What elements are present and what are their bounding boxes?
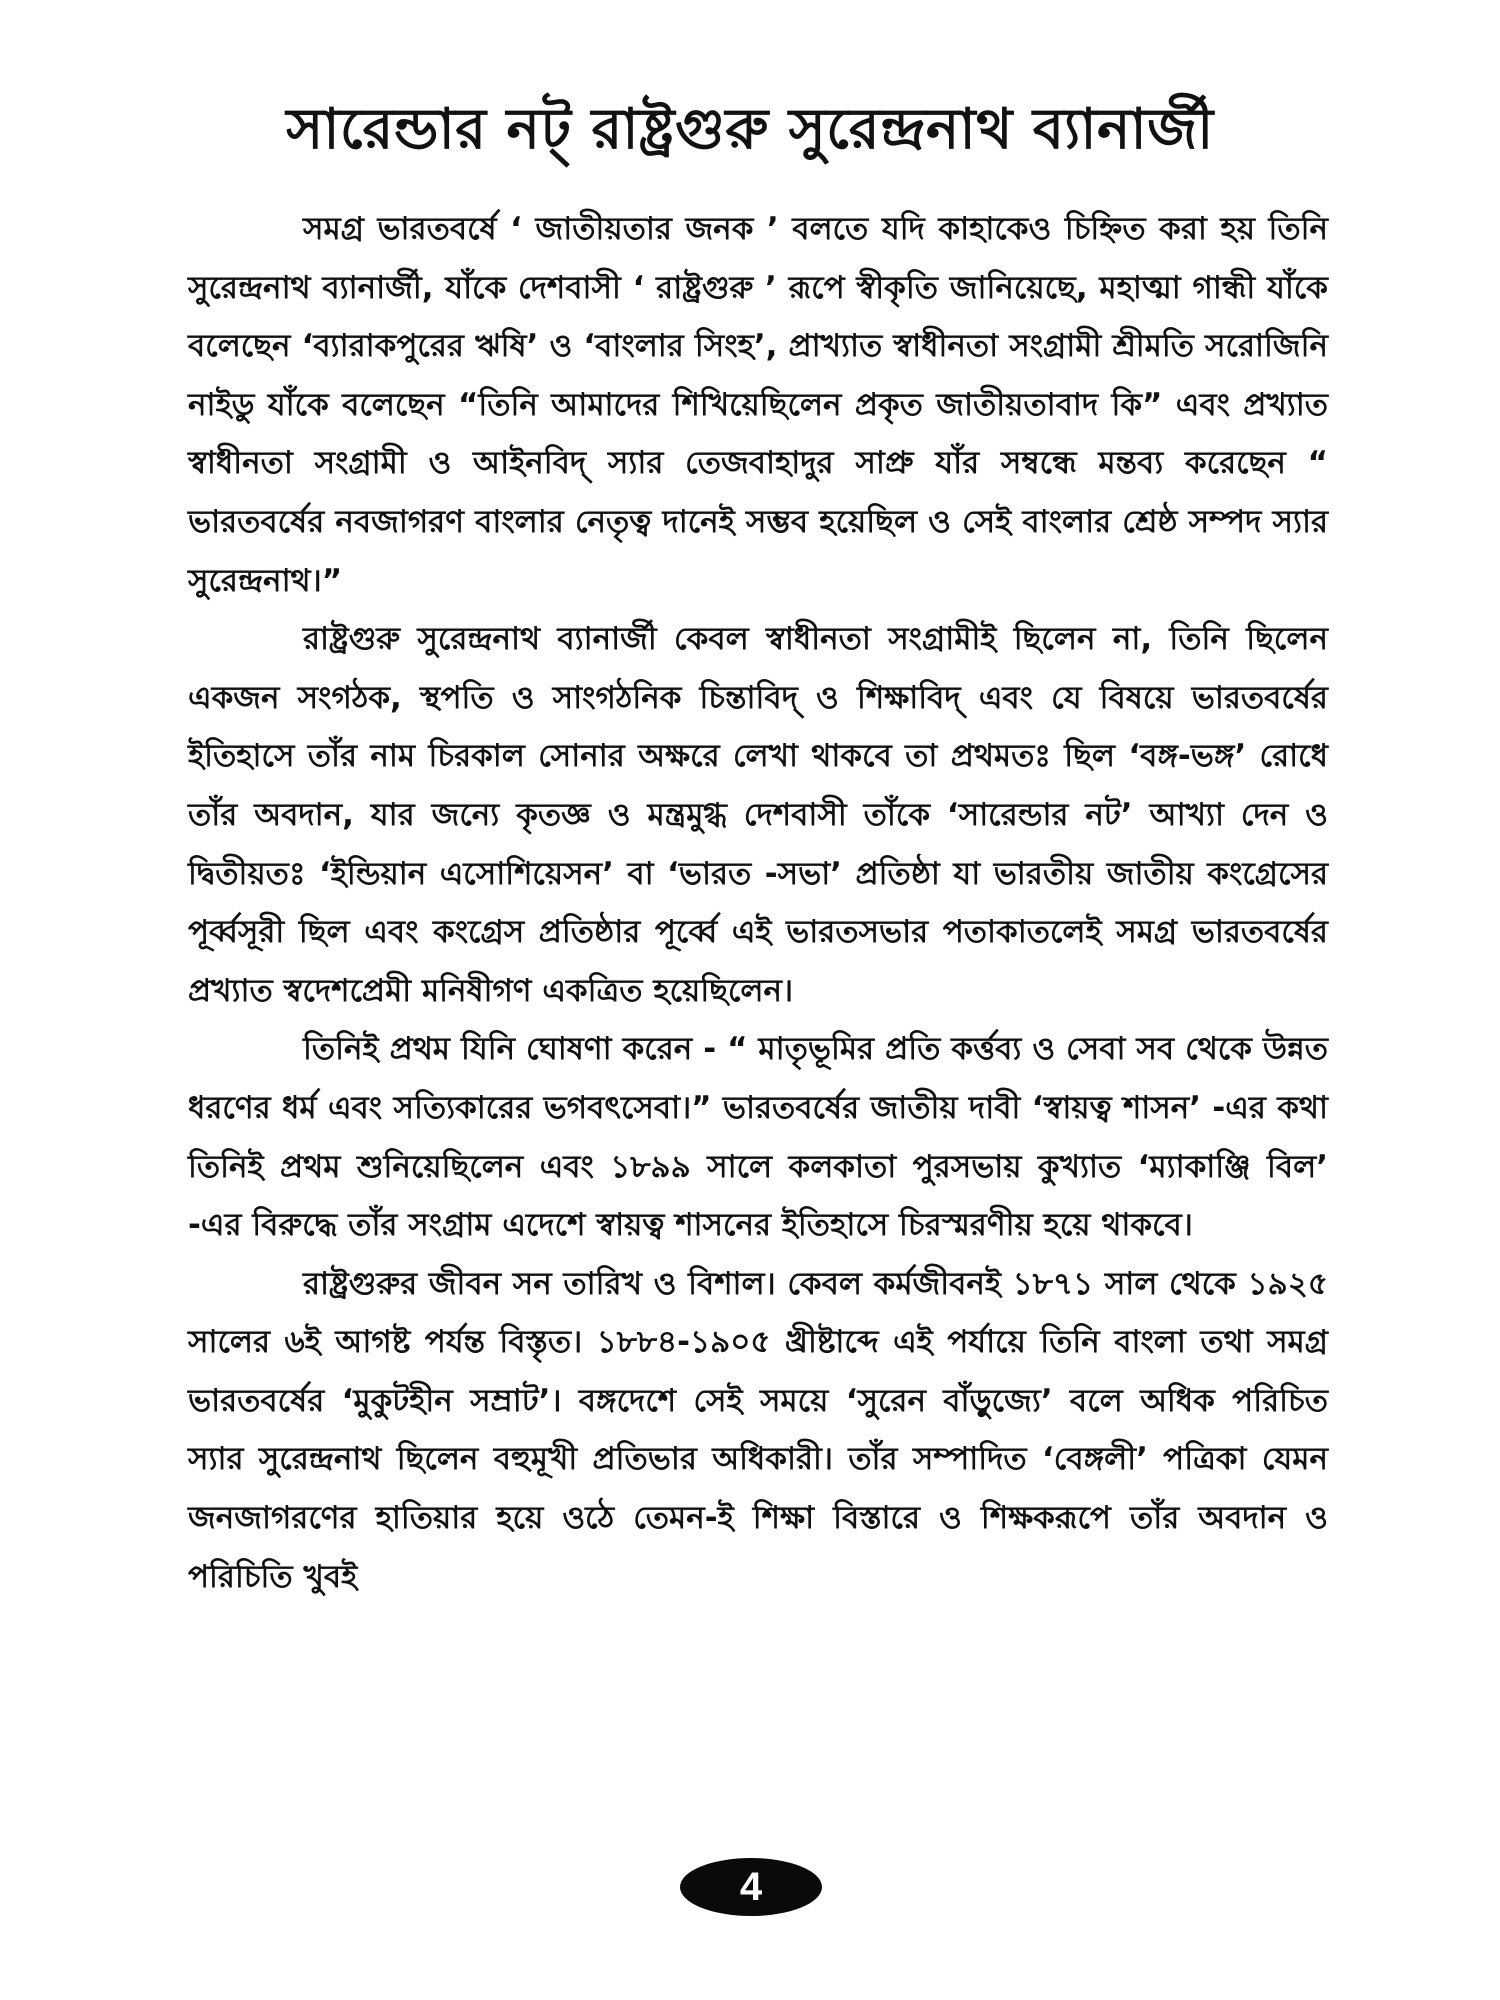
paragraph-2: রাষ্ট্রগুরু সুরেন্দ্রনাথ ব্যানার্জী কেবল স্বাধীনতা সংগ্রামীই ছিলেন না, তিনি ছিলেন একজন সংগঠক, স্থপতি ও সাংগঠনিক চিন্তাবিদ্ ও শিক্ষাবিদ্ এবং যে বিষয়ে ভারতবর্ষের ইতিহাসে তাঁর নাম চিরকাল সোনার অক্ষরে লেখা থাকবে তা প্রথমতঃ ছিল ‘বঙ্গ-ভঙ্গ’ রোধে তাঁর অবদান, যার জন্যে কৃতজ্ঞ ও মন্ত্রমুগ্ধ দেশবাসী তাঁকে ‘সারেন্ডার নট’ আখ্যা দেন ও দ্বিতীয়তঃ ‘ইন্ডিয়ান এসোশিয়েসন’ বা ‘ভারত -সভা’ প্রতিষ্ঠা যা ভারতীয় জাতীয় কংগ্রেসের পূর্ব্বসূরী ছিল এবং কংগ্রেস প্রতিষ্ঠার পূর্ব্বে এই ভারতসভার পতাকাতলেই সমগ্র ভারতবর্ষের প্রখ্যাত স্বদেশপ্রেমী মনিষীগণ একত্রিত হয়েছিলেন।	[188, 621, 1328, 1009]
paragraph-1: সমগ্র ভারতবর্ষে ‘ জাতীয়তার জনক ’ বলতে যদি কাহাকেও চিহ্নিত করা হয় তিনি সুরেন্দ্রনাথ ব্যানার্জী, যাঁকে দেশবাসী ‘ রাষ্ট্রগুরু ’ রূপে স্বীকৃতি জানিয়েছে, মহাত্মা গান্ধী যাঁকে বলেছেন ‘ব্যারাকপুরের ঋষি’ ও ‘বাংলার সিংহ’, প্রাখ্যাত স্বাধীনতা সংগ্রামী শ্রীমতি সরোজিনি নাইডু যাঁকে বলেছেন “তিনি আমাদের শিখিয়েছিলেন প্রকৃত জাতীয়তাবাদ কি” এবং প্রখ্যাত স্বাধীনতা সংগ্রামী ও আইনবিদ্ স্যার তেজবাহাদুর সাপ্রু যাঁর সম্বন্ধে মন্তব্য করেছেন “ ভারতবর্ষের নবজাগরণ বাংলার নেতৃত্ব দানেই সম্ভব হয়েছিল ও সেই বাংলার শ্রেষ্ঠ সম্পদ স্যার সুরেন্দ্রনাথ।”	[188, 211, 1328, 599]
article-body	[188, 200, 1328, 1606]
page-number-badge: 4	[680, 1858, 822, 1916]
paragraph-3: তিনিই প্রথম যিনি ঘোষণা করেন - “ মাতৃভূমির প্রতি কর্ত্তব্য ও সেবা সব থেকে উন্নত ধরণের ধর্ম এবং সত্যিকারের ভগবৎসেবা।” ভারতবর্ষের জাতীয় দাবী ‘স্বায়ত্ব শাসন’ -এর কথা তিনিই প্রথম শুনিয়েছিলেন এবং ১৮৯৯ সালে কলকাতা পুরসভায় কুখ্যাত ‘ম্যাকাঞ্জি বিল’ -এর বিরুদ্ধে তাঁর সংগ্রাম এদেশে স্বায়ত্ব শাসনের ইতিহাসে চিরস্মরণীয় হয়ে থাকবে।	[188, 1031, 1328, 1244]
paragraph-4: রাষ্ট্রগুরুর জীবন সন তারিখ ও বিশাল। কেবল কর্মজীবনই ১৮৭১ সাল থেকে ১৯২৫ সালের ৬ই আগষ্ট পর্যন্ত বিস্তৃত। ১৮৮৪-১৯০৫ খ্রীষ্টাব্দে এই পর্যায়ে তিনি বাংলা তথা সমগ্র ভারতবর্ষের ‘মুকুটহীন সম্রাট’। বঙ্গদেশে সেই সময়ে ‘সুরেন বাঁড়ুজ্যে’ বলে অধিক পরিচিত স্যার সুরেন্দ্রনাথ ছিলেন বহুমূখী প্রতিভার অধিকারী। তাঁর সম্পাদিত ‘বেঙ্গলী’ পত্রিকা যেমন জনজাগরণের হাতিয়ার হয়ে ওঠে তেমন-ই শিক্ষা বিস্তারে ও শিক্ষকরূপে তাঁর অবদান ও পরিচিতি খুবই	[188, 1265, 1328, 1595]
page-title: সারেন্ডার নট্ রাষ্ট্রগুরু সুরেন্দ্রনাথ ব্যানার্জী	[286, 97, 1214, 162]
